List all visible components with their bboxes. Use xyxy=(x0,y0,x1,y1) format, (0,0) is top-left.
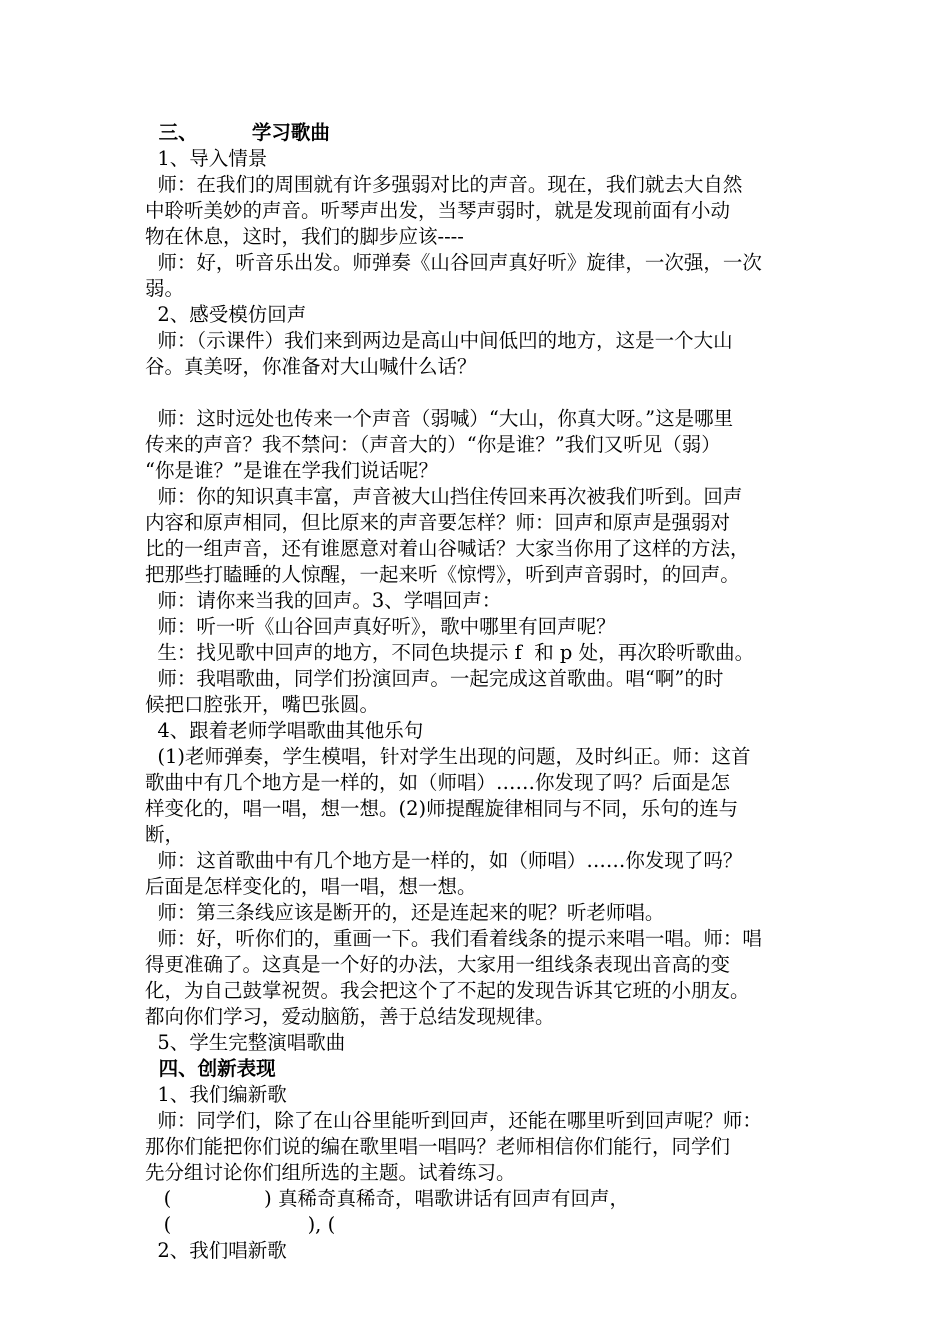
text-line: 2、我们唱新歌 xyxy=(145,1239,287,1262)
text-line: 师：你的知识真丰富，声音被大山挡住传回来再次被我们听到。回声 xyxy=(145,485,743,508)
text-line: 都向你们学习，爱动脑筋，善于总结发现规律。 xyxy=(145,1005,555,1028)
text-line: 师：在我们的周围就有许多强弱对比的声音。现在，我们就去大自然 xyxy=(145,173,743,196)
text-line: 师：同学们，除了在山谷里能听到回声，还能在哪里听到回声呢？师： xyxy=(145,1109,762,1132)
text-line: 生：找见歌中回声的地方，不同色块提示 f 和 p 处，再次聆听歌曲。 xyxy=(145,641,755,664)
text-line: 得更准确了。这真是一个好的办法，大家用一组线条表现出音高的变 xyxy=(145,953,731,976)
document-page xyxy=(145,120,815,1264)
text-line: 师：我唱歌曲，同学们扮演回声。一起完成这首歌曲。唱“啊”的时 xyxy=(145,667,724,690)
text-line: 师：（示课件）我们来到两边是高山中间低凹的地方，这是一个大山 xyxy=(145,329,733,352)
text-line: 样变化的，唱一唱，想一想。(2)师提醒旋律相同与不同，乐句的连与 xyxy=(145,797,739,820)
section-heading: 四、创新表现 xyxy=(145,1057,276,1080)
text-line: 先分组讨论你们组所选的主题。试着练习。 xyxy=(145,1161,516,1184)
text-line: “你是谁？”是谁在学我们说话呢？ xyxy=(145,459,438,482)
text-line: 物在休息，这时，我们的脚步应该---- xyxy=(145,225,464,248)
text-line: 师：第三条线应该是断开的，还是连起来的呢？听老师唱。 xyxy=(145,901,665,924)
text-line: 中聆听美妙的声音。听琴声出发，当琴声弱时，就是发现前面有小动 xyxy=(145,199,731,222)
text-line: ( ), ( xyxy=(145,1213,336,1236)
text-line: (1)老师弹奏，学生模唱，针对学生出现的问题，及时纠正。师：这首 xyxy=(145,745,751,768)
text-line: 师：请你来当我的回声。3、学唱回声： xyxy=(145,589,502,612)
text-line: 师：听一听《山谷回声真好听》，歌中哪里有回声呢？ xyxy=(145,615,616,638)
text-line: 谷。真美呀，你准备对大山喊什么话？ xyxy=(145,355,477,378)
text-line: 师：好，听音乐出发。师弹奏《山谷回声真好听》旋律，一次强，一次 xyxy=(145,251,762,274)
text-line: 师：好，听你们的，重画一下。我们看着线条的提示来唱一唱。师：唱 xyxy=(145,927,762,950)
text-line: 候把口腔张开，嘴巴张圆。 xyxy=(145,693,380,716)
text-line: ( ) 真稀奇真稀奇，唱歌讲话有回声有回声， xyxy=(145,1187,629,1210)
text-line: 4、跟着老师学唱歌曲其他乐句 xyxy=(145,719,424,742)
text-line: 2、感受模仿回声 xyxy=(145,303,307,326)
text-line: 传来的声音？我不禁问：（声音大的）“你是谁？”我们又听见（弱） xyxy=(145,433,721,456)
text-line: 化，为自己鼓掌祝贺。我会把这个了不起的发现告诉其它班的小朋友。 xyxy=(145,979,750,1002)
text-line: 把那些打瞌睡的人惊醒，一起来听《惊愕》，听到声音弱时，的回声。 xyxy=(145,563,740,586)
text-line: 内容和原声相同，但比原来的声音要怎样？师：回声和原声是强弱对 xyxy=(145,511,731,534)
text-line: 师：这时远处也传来一个声音（弱喊）“大山，你真大呀。”这是哪里 xyxy=(145,407,734,430)
text-line: 后面是怎样变化的，唱一唱，想一想。 xyxy=(145,875,477,898)
text-line: 歌曲中有几个地方是一样的，如（师唱）……你发现了吗？后面是怎 xyxy=(145,771,731,794)
blank-line xyxy=(145,380,815,406)
text-line: 断， xyxy=(145,823,185,846)
text-line: 比的一组声音，还有谁愿意对着山谷喊话？大家当你用了这样的方法， xyxy=(145,537,750,560)
text-line: 那你们能把你们说的编在歌里唱一唱吗？老师相信你们能行，同学们 xyxy=(145,1135,731,1158)
text-line: 弱。 xyxy=(145,277,185,300)
text-line: 1、我们编新歌 xyxy=(145,1083,287,1106)
text-line: 1、导入情景 xyxy=(145,147,268,170)
text-line: 师：这首歌曲中有几个地方是一样的，如（师唱）……你发现了吗？ xyxy=(145,849,743,872)
section-heading: 三、 学习歌曲 xyxy=(145,121,330,144)
text-line: 5、学生完整演唱歌曲 xyxy=(145,1031,346,1054)
